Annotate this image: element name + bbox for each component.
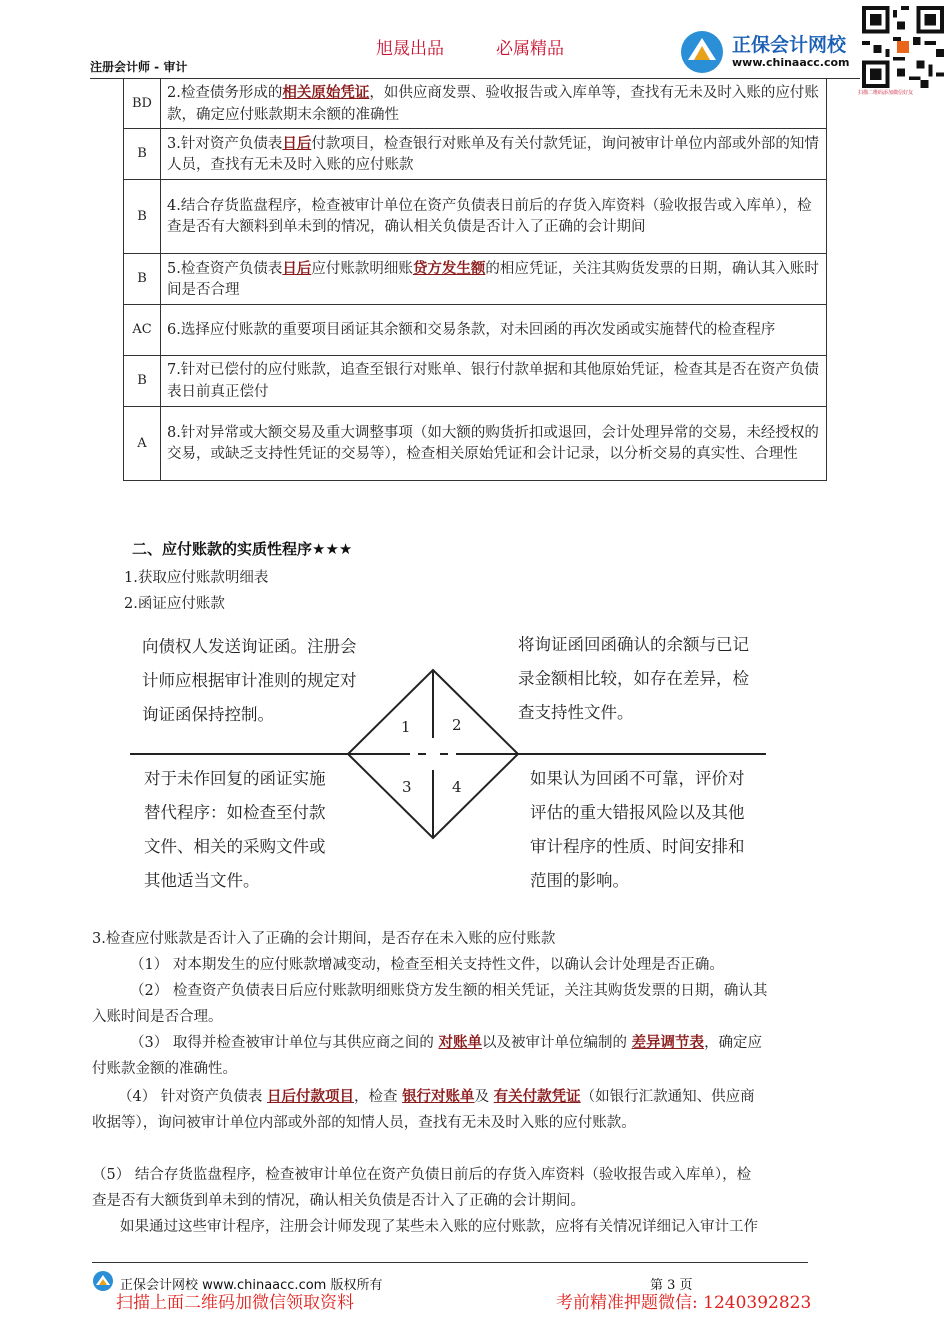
procedure-cell: 2.检查债务形成的相关原始凭证，如供应商发票、验收报告或入库单等，查找有无未及时入账的应付账款，确定应付账款期末余额的准确性 (161, 79, 827, 129)
procedure-cell: 8.针对异常或大额交易及重大调整事项（如大额的购货折扣或退回，会计处理异常的交易，未经授权的交易，或缺乏支持性凭证的交易等），检查相关原始凭证和会计记录，以分析交易的真实性、合理性 (161, 407, 827, 481)
highlight-term: 银行对账单 (402, 1088, 475, 1105)
step-3-item-3a: （3） 取得并检查被审计单位与其供应商之间的 对账单以及被审计单位编制的 差异调节表，确定应 (130, 1034, 763, 1051)
logo-url: www.chinaacc.com (732, 56, 850, 69)
confirmation-diagram (130, 628, 770, 900)
assertion-cell: AC (124, 305, 161, 356)
assertion-cell: B (124, 254, 161, 305)
highlight-term: 差异调节表 (631, 1034, 705, 1051)
assertion-cell: B (124, 129, 161, 180)
slogan-right: 必属精品 (496, 39, 564, 59)
table-row (124, 356, 827, 407)
course-title: 注册会计师 - 审计 (90, 60, 188, 74)
quadrant-number-3: 3 (402, 778, 412, 796)
footer-promo-right: 考前精准押题微信: 1240392823 (556, 1293, 812, 1313)
step-3-item-5b: 查是否有大额货到单未到的情况，确认相关负债是否计入了正确的会计期间。 (92, 1193, 585, 1209)
quadrant-4-text: 如果认为回函不可靠，评价对 评估的重大错报风险以及其他 审计程序的性质、时间安排和 范围的影响。 (530, 769, 745, 890)
highlight-term: 日后 (282, 134, 312, 152)
qr-note: 扫描二维码添加微信好友 (858, 90, 914, 96)
table-row (124, 129, 827, 180)
table-row (124, 305, 827, 356)
step-3-item-2a: （2） 检查资产负债表日后应付账款明细账贷方发生额的相关凭证，关注其购货发票的日期，确认其 (130, 983, 768, 999)
step-3-item-3b: 付账款金额的准确性。 (92, 1061, 237, 1077)
highlight-term: 贷方发生额 (412, 259, 486, 277)
step-1: 1.获取应付账款明细表 (124, 570, 269, 586)
highlight-term: 对账单 (438, 1034, 482, 1051)
table-row (124, 254, 827, 305)
step-3-item-4b: 收据等），询问被审计单位内部或外部的知情人员，查找有无未及时入账的应付账款。 (92, 1115, 636, 1131)
procedure-cell: 7.针对已偿付的应付账款，追查至银行对账单、银行付款单据和其他原始凭证，检查其是否在资产负债表日前真正偿付 (161, 356, 827, 407)
highlight-term: 有关付款凭证 (493, 1088, 581, 1105)
step-3-item-4a: （4） 针对资产负债表 日后付款项目，检查 银行对账单及 有关付款凭证（如银行汇款通知、供应商 (118, 1088, 755, 1105)
highlight-term: 日后 (282, 259, 312, 277)
highlight-term: 日后付款项目 (266, 1088, 354, 1105)
logo-title: 正保会计网校 (732, 34, 847, 56)
footer-rule (92, 1262, 808, 1263)
quadrant-2-text: 将询证函回函确认的余额与已记 录金额相比较，如存在差异，检 查支持性文件。 (518, 635, 749, 722)
procedure-table (123, 78, 827, 481)
assertion-cell: B (124, 180, 161, 254)
step-3-item-1: （1） 对本期发生的应付账款增减变动，检查至相关支持性文件，以确认会计处理是否正确。 (130, 957, 724, 973)
slogan-left: 旭晟出品 (376, 39, 444, 59)
step-3-title: 3.检查应付账款是否计入了正确的会计期间，是否存在未入账的应付账款 (92, 931, 556, 947)
footer-logo-icon (92, 1270, 114, 1292)
quadrant-3-text: 对于未作回复的函证实施 替代程序：如检查至付款 文件、相关的采购文件或 其他适当文件。 (144, 769, 326, 890)
quadrant-number-2: 2 (452, 716, 462, 734)
quadrant-1-text: 向债权人发送询证函。注册会 计师应根据审计准则的规定对 询证函保持控制。 (142, 637, 357, 724)
step-2: 2.函证应付账款 (124, 596, 225, 612)
footer-copyright: 正保会计网校 www.chinaacc.com 版权所有 (120, 1278, 383, 1293)
step-3-item-2b: 入账时间是否合理。 (92, 1009, 223, 1025)
assertion-cell: B (124, 356, 161, 407)
assertion-cell: A (124, 407, 161, 481)
section-title: 二、应付账款的实质性程序★★★ (132, 540, 353, 558)
page-number: 第 3 页 (650, 1278, 693, 1293)
assertion-cell: BD (124, 79, 161, 129)
footer-promo-left: 扫描上面二维码加微信领取资料 (116, 1293, 354, 1313)
table-row (124, 79, 827, 129)
procedure-cell: 5.检查资产负债表日后应付账款明细账贷方发生额的相应凭证，关注其购货发票的日期，确认其入账时间是否合理 (161, 254, 827, 305)
highlight-term: 相关原始凭证 (282, 84, 370, 101)
procedure-cell: 4.结合存货监盘程序，检查被审计单位在资产负债表日前后的存货入库资料（验收报告或入库单），检查是否有大额料到单未到的情况，确认相关负债是否计入了正确的会计期间 (161, 180, 827, 254)
table-row (124, 180, 827, 254)
step-3-item-5a: （5） 结合存货监盘程序，检查被审计单位在资产负债日前后的存货入库资料（验收报告或入库单），检 (92, 1167, 752, 1183)
quadrant-number-1: 1 (401, 718, 411, 736)
procedure-cell: 6.选择应付账款的重要项目函证其余额和交易条款，对未回函的再次发函或实施替代的检查程序 (161, 305, 827, 356)
closing-paragraph: 如果通过这些审计程序，注册会计师发现了某些未入账的应付账款，应将有关情况详细记入审计工作 (120, 1219, 758, 1235)
quadrant-number-4: 4 (452, 778, 462, 796)
qr-code-icon (862, 6, 944, 88)
table-row (124, 407, 827, 481)
procedure-cell: 3.针对资产负债表日后付款项目，检查银行对账单及有关付款凭证，询问被审计单位内部或外部的知情人员，查找有无未及时入账的应付账款 (161, 129, 827, 180)
